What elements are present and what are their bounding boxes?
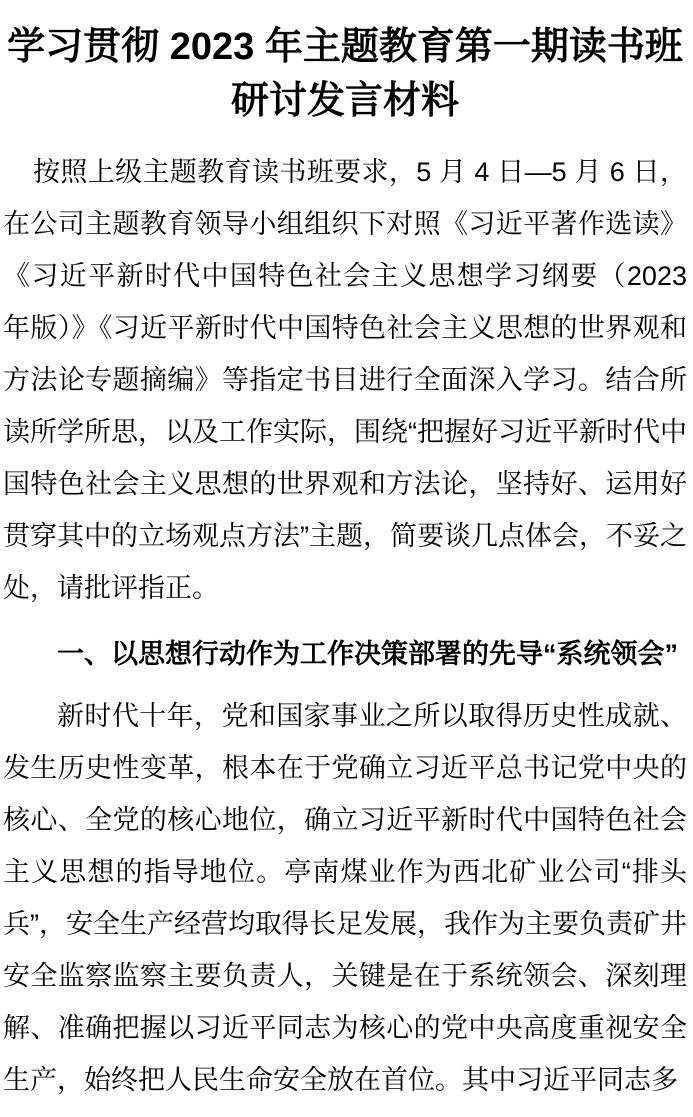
section-1-heading: 一、以思想行动作为工作决策部署的先导“系统领会” bbox=[57, 639, 678, 669]
intro-paragraph: 按照上级主题教育读书班要求，5 月 4 日—5 月 6 日，在公司主题教育领导小组组织下对照《习近平著作选读》《习近平新时代中国特色社会主义思想学习纲要（2023 年版）》《习近平新时代中国特色社会主义思想的世界观和方法论专题摘编》等指定书目进行全面深入学习。结合所读所学所思，以及工作实际，围绕“把握好习近平新时代中国特色社会主义思想的世界观和方法论，坚持好、运用好贯穿其中的立场观点方法”主题，简要谈几点体会，不妥之处，请批评指正。 bbox=[3, 157, 687, 603]
document-page bbox=[0, 20, 693, 1117]
section-1-paragraph: 新时代十年，党和国家事业之所以取得历史性成就、发生历史性变革，根本在于党确立习近平总书记党中央的核心、全党的核心地位，确立习近平新时代中国特色社会主义思想的指导地位。亭南煤业作为西北矿业公司“排头兵”，安全生产经营均取得长足发展，我作为主要负责矿井安全监察监察主要负责人，关键是在于系统领会、深刻理解、准确把握以习近平同志为核心的党中央高度重视安全生产，始终把人民生命安全放在首位。其中习近平同志多 bbox=[3, 701, 687, 1095]
document-title: 学习贯彻 2023 年主题教育第一期读书班研讨发言材料 bbox=[7, 26, 683, 122]
